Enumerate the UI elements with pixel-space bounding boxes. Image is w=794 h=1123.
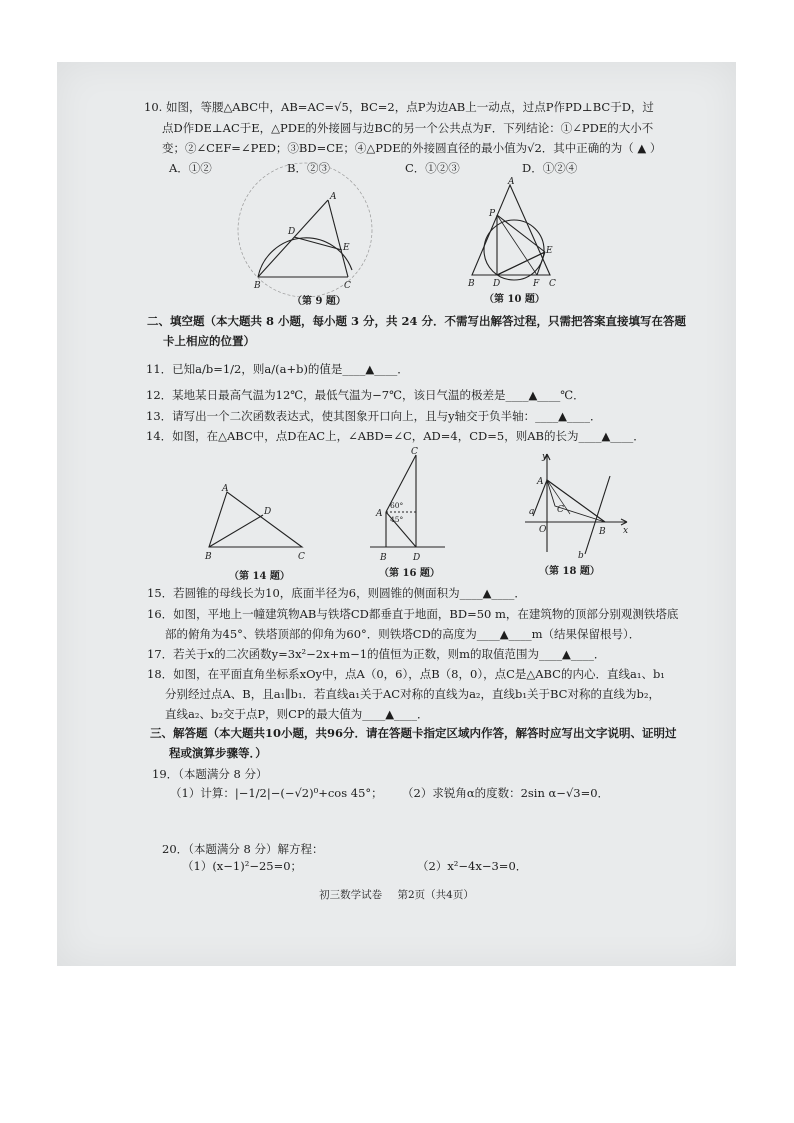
svg-text:D: D	[264, 507, 272, 517]
svg-text:B: B	[380, 553, 387, 563]
footer-subject: 初三数学试卷	[319, 889, 383, 901]
svg-text:P: P	[489, 209, 496, 219]
q10-option-d: D．①②④	[522, 161, 578, 175]
svg-text:60°: 60°	[390, 501, 404, 510]
svg-text:b: b	[578, 551, 584, 561]
q19-head: 19．（本题满分 8 分）	[152, 767, 268, 781]
q17: 17．若关于x的二次函数y=3x²−2x+m−1的值恒为正数，则m的取值范围为____▲____．	[147, 647, 606, 661]
svg-text:B: B	[254, 281, 261, 291]
svg-text:C: C	[557, 505, 564, 515]
svg-text:C: C	[411, 447, 418, 457]
q16-line1: 16．如图，平地上一幢建筑物AB与铁塔CD都垂直于地面，BD=50 m，在建筑物的顶部分别观测铁塔底	[147, 607, 679, 621]
svg-text:O: O	[539, 525, 547, 535]
q10-option-c: C．①②③	[405, 161, 460, 175]
section2-heading-line1: 二、填空题（本大题共 8 小题，每小题 3 分，共 24 分．不需写出解答过程，只需把答案直接填写在答题	[147, 314, 687, 328]
fig16-caption: （第 16 题）	[379, 568, 440, 579]
section3-heading-line1: 三、解答题（本大题共10小题，共96分．请在答题卡指定区域内作答，解答时应写出文字说明、证明过	[150, 726, 677, 740]
svg-text:D: D	[413, 553, 421, 563]
figure-9	[250, 190, 390, 300]
svg-text:C: C	[344, 281, 351, 291]
svg-text:E: E	[546, 246, 553, 256]
svg-text:B: B	[205, 552, 212, 562]
svg-text:y: y	[542, 452, 548, 462]
svg-text:A: A	[537, 477, 544, 487]
footer-page-number: 第2页（共4页）	[397, 889, 474, 901]
figure-18	[525, 454, 635, 564]
svg-text:A: A	[330, 192, 337, 202]
q19-part1: （1）计算：|−1/2|−(−√2)⁰+cos 45°；	[170, 786, 383, 800]
svg-text:F: F	[533, 279, 540, 289]
svg-text:D: D	[493, 279, 501, 289]
fig10-caption: （第 10 题）	[484, 294, 545, 305]
figure-10	[467, 177, 577, 295]
fig18-caption: （第 18 题）	[539, 566, 600, 577]
q18-line2: 分别经过点A、B，且a₁∥b₁．若直线a₁关于AC对称的直线为a₂，直线b₁关于BC对称的直线为b₂，	[165, 687, 660, 701]
svg-text:E: E	[343, 243, 350, 253]
fig9-caption: （第 9 题）	[292, 296, 346, 307]
q12: 12．某地某日最高气温为12℃，最低气温为−7℃，该日气温的极差是____▲____℃．	[146, 388, 585, 402]
q10-option-a: A．①②	[169, 161, 212, 175]
svg-text:a: a	[529, 507, 535, 517]
q16-line2: 部的俯角为45°、铁塔顶部的仰角为60°．则铁塔CD的高度为____▲____m（结果保留根号）．	[165, 627, 641, 641]
figure-16	[370, 447, 450, 565]
svg-text:C: C	[298, 552, 305, 562]
q13: 13．请写出一个二次函数表达式，使其图象开口向上，且与y轴交于负半轴：____▲____．	[146, 409, 602, 423]
fig14-caption: （第 14 题）	[229, 571, 290, 582]
section2-heading-line2: 卡上相应的位置）	[163, 334, 255, 348]
q15: 15．若圆锥的母线长为10，底面半径为6，则圆锥的侧面积为____▲____．	[147, 586, 526, 600]
svg-text:A: A	[508, 177, 515, 187]
figure-14	[202, 482, 312, 562]
svg-text:A: A	[376, 509, 383, 519]
svg-text:B: B	[468, 279, 475, 289]
q20-part2: （2）x²−4x−3=0．	[417, 859, 528, 873]
q18-line3: 直线a₂、b₂交于点P，则CP的最大值为____▲____．	[165, 707, 429, 721]
q19-part2: （2）求锐角α的度数：2sin α−√3=0．	[402, 786, 610, 800]
svg-text:B: B	[599, 527, 606, 537]
svg-text:x: x	[623, 526, 629, 536]
section3-heading-line2: 程或演算步骤等．）	[169, 746, 267, 760]
exam-sheet	[57, 62, 736, 966]
q18-line1: 18．如图，在平面直角坐标系xOy中，点A（0，6），点B（8，0），点C是△ABC的内心．直线a₁、b₁	[147, 667, 665, 681]
svg-text:C: C	[549, 279, 556, 289]
q10-line2: 点D作DE⊥AC于E，△PDE的外接圆与边BC的另一个公共点为F．下列结论：①∠PDE的大小不	[162, 121, 654, 135]
q10-line1: 10. 如图，等腰△ABC中，AB=AC=√5，BC=2，点P为边AB上一动点，过点P作PD⊥BC于D，过	[144, 100, 654, 114]
svg-text:45°: 45°	[390, 515, 404, 524]
page-footer	[57, 887, 736, 902]
q14: 14．如图，在△ABC中，点D在AC上，∠ABD=∠C，AD=4，CD=5，则AB的长为____▲____．	[146, 429, 645, 443]
q20-part1: （1）(x−1)²−25=0；	[182, 859, 303, 873]
svg-text:D: D	[288, 227, 296, 237]
q20-head: 20．（本题满分 8 分）解方程：	[162, 842, 324, 856]
q10-option-b: B．②③	[287, 161, 330, 175]
q10-line3: 变；②∠CEF=∠PED；③BD=CE；④△PDE的外接圆直径的最小值为√2．其中正确的为（ ▲ ）	[162, 141, 662, 155]
svg-text:A: A	[222, 484, 229, 494]
q11: 11．已知a/b=1/2，则a/(a+b)的值是____▲____．	[146, 362, 409, 376]
